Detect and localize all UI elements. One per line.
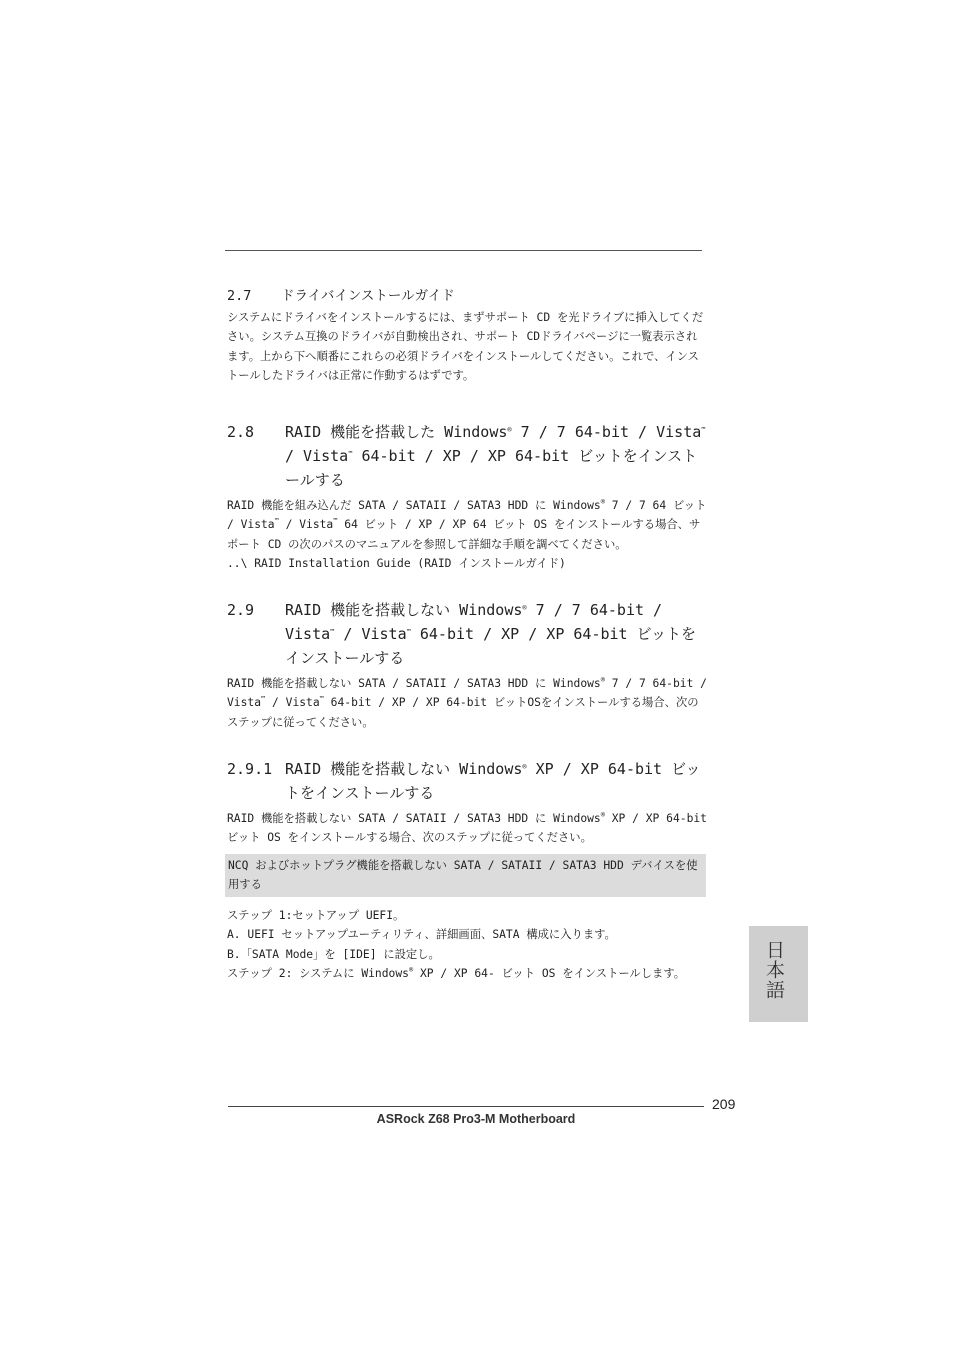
section-number: 2.9 bbox=[227, 601, 255, 619]
section-2-9-1 bbox=[227, 757, 707, 848]
step-1-b: B.「SATA Mode」を [IDE] に設定し。 bbox=[227, 947, 440, 961]
section-heading bbox=[227, 598, 707, 670]
language-label: 日本語 bbox=[763, 940, 785, 1000]
section-2-9 bbox=[227, 598, 707, 732]
page-number: 209 bbox=[712, 1096, 736, 1112]
top-divider bbox=[225, 250, 702, 251]
footer-divider bbox=[228, 1106, 704, 1107]
section-heading bbox=[227, 286, 707, 306]
section-body: システムにドライバをインストールするには、まずサポート CD を光ドライブに挿入してください。システム互換のドライバが自動検出され、サポート CDドライバページに一覧表示されます。上から下へ順番にこれらの必須ドライバをインストールしてください。これで、インストールしたドライバは正常に作動するはずです。 bbox=[227, 311, 704, 383]
manual-path: ..\ RAID Installation Guide (RAID インストールガイド) bbox=[227, 557, 566, 571]
section-heading bbox=[227, 420, 707, 492]
section-body: RAID 機能を組み込んだ SATA / SATAII / SATA3 HDD に Windows® 7 / 7 64 ビット / Vista™ / Vista™ 64 ビット / XP / XP 64 ビット OS をインストールする場合、サポート CD の次のパスのマニュアルを参照して詳細な手順を調べてください。 bbox=[227, 498, 707, 551]
section-title: ドライバインストールガイド bbox=[281, 288, 455, 304]
section-number: 2.7 bbox=[227, 288, 252, 304]
steps-list bbox=[227, 906, 707, 984]
section-title: RAID 機能を搭載した Windows® 7 / 7 64-bit / Vista™ / Vista™ 64-bit / XP / XP 64-bit ビットをインストールする bbox=[285, 423, 706, 489]
step-1: ステップ 1:セットアップ UEFI。 bbox=[227, 909, 405, 922]
step-2: ステップ 2: システムに Windows® XP / XP 64- ビット OS をインストールします。 bbox=[227, 966, 686, 981]
note-text: NCQ およびホットプラグ機能を搭載しない SATA / SATAII / SATA3 HDD デバイスを使用する bbox=[228, 859, 698, 891]
section-body: RAID 機能を搭載しない SATA / SATAII / SATA3 HDD に Windows® XP / XP 64-bit ビット OS をインストールする場合、次のステップに従ってください。 bbox=[227, 811, 707, 845]
section-number: 2.8 bbox=[227, 423, 255, 441]
section-title: RAID 機能を搭載しない Windows® XP / XP 64-bit ビットをインストールする bbox=[285, 760, 701, 802]
section-body: RAID 機能を搭載しない SATA / SATAII / SATA3 HDD に Windows® 7 / 7 64-bit / Vista™ / Vista™ 64-bit / XP / XP 64-bit ビットOSをインストールする場合、次のステップに従ってください。 bbox=[227, 676, 707, 729]
section-2-7 bbox=[227, 286, 707, 386]
note-box bbox=[225, 854, 706, 897]
section-title: RAID 機能を搭載しない Windows® 7 / 7 64-bit / Vista™ / Vista™ 64-bit / XP / XP 64-bit ビットをインストールする bbox=[285, 601, 697, 667]
step-1-a: A. UEFI セットアップユーティリティ、詳細画面、SATA 構成に入ります。 bbox=[227, 928, 616, 942]
section-2-8 bbox=[227, 420, 707, 574]
section-number: 2.9.1 bbox=[227, 760, 273, 778]
language-tab bbox=[749, 926, 808, 1022]
section-heading bbox=[227, 757, 707, 805]
footer-title: ASRock Z68 Pro3-M Motherboard bbox=[376, 1112, 576, 1126]
